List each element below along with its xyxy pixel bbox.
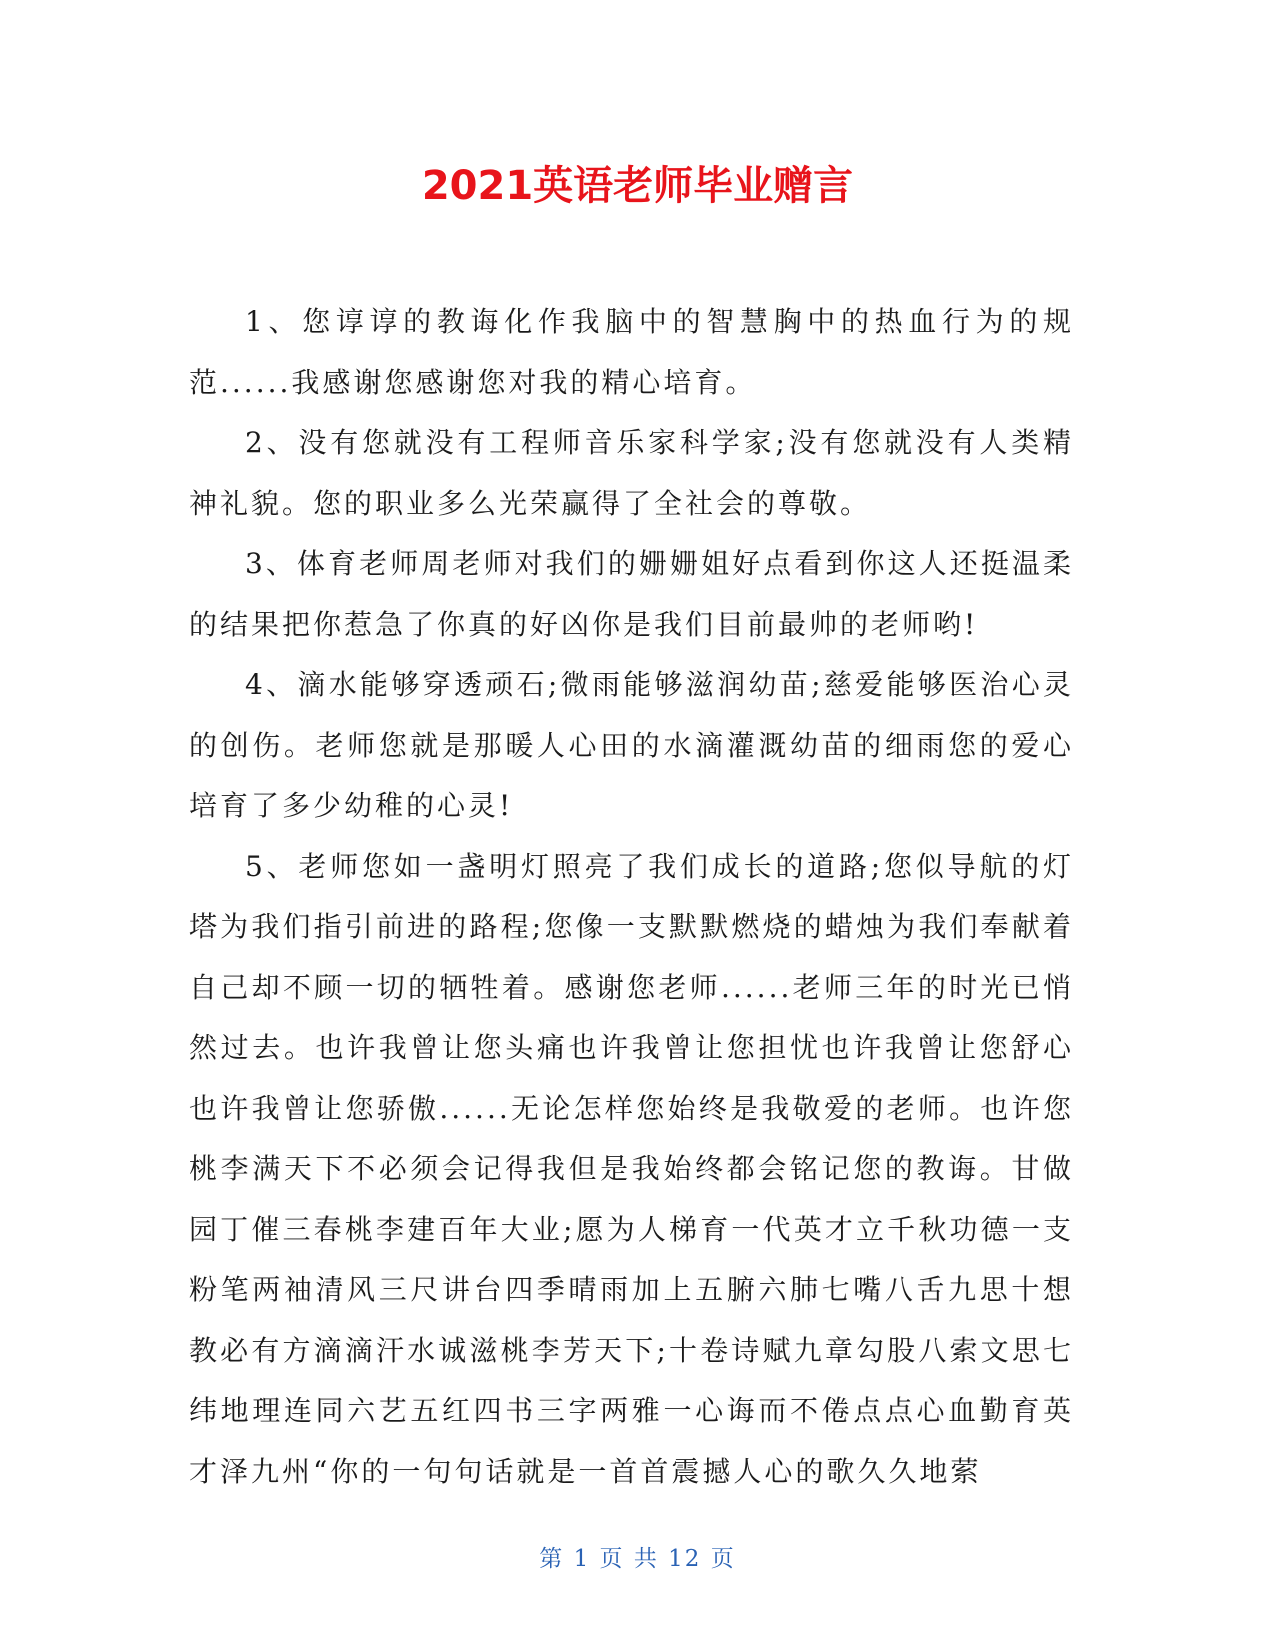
document-body: [189, 292, 1074, 1502]
paragraph-2: 2、没有您就没有工程师音乐家科学家;没有您就没有人类精神礼貌。您的职业多么光荣赢得了全社会的尊敬。: [189, 426, 1074, 520]
paragraph-4: 4、滴水能够穿透顽石;微雨能够滋润幼苗;慈爱能够医治心灵的创伤。老师您就是那暖人心田的水滴灌溉幼苗的细雨您的爱心培育了多少幼稚的心灵!: [189, 668, 1074, 822]
paragraph-3: 3、体育老师周老师对我们的姗姗姐好点看到你这人还挺温柔的结果把你惹急了你真的好凶你是我们目前最帅的老师哟!: [189, 547, 1074, 641]
paragraph-5: 5、老师您如一盏明灯照亮了我们成长的道路;您似导航的灯塔为我们指引前进的路程;您像一支默默燃烧的蜡烛为我们奉献着自己却不顾一切的牺牲着。感谢您老师......老师三年的时光已悄然过去。也许我曾让您头痛也许我曾让您担忧也许我曾让您舒心也许我曾让您骄傲......无论怎样您始终是我敬爱的老师。也许您桃李满天下不必须会记得我但是我始终都会铭记您的教诲。甘做园丁催三春桃李建百年大业;愿为人梯育一代英才立千秋功德一支粉笔两袖清风三尺讲台四季晴雨加上五腑六肺七嘴八舌九思十想教必有方滴滴汗水诚滋桃李芳天下;十卷诗赋九章勾股八索文思七纬地理连同六艺五红四书三字两雅一心诲而不倦点点心血勤育英才泽九州“你的一句句话就是一首首震撼人心的歌久久地萦: [189, 849, 1074, 1488]
page-number-footer: 第 1 页 共 12 页: [539, 1546, 736, 1572]
document-title: 2021英语老师毕业赠言: [421, 163, 854, 209]
paragraph-1: 1、您谆谆的教诲化作我脑中的智慧胸中的热血行为的规范......我感谢您感谢您对我的精心培育。: [189, 305, 1074, 399]
